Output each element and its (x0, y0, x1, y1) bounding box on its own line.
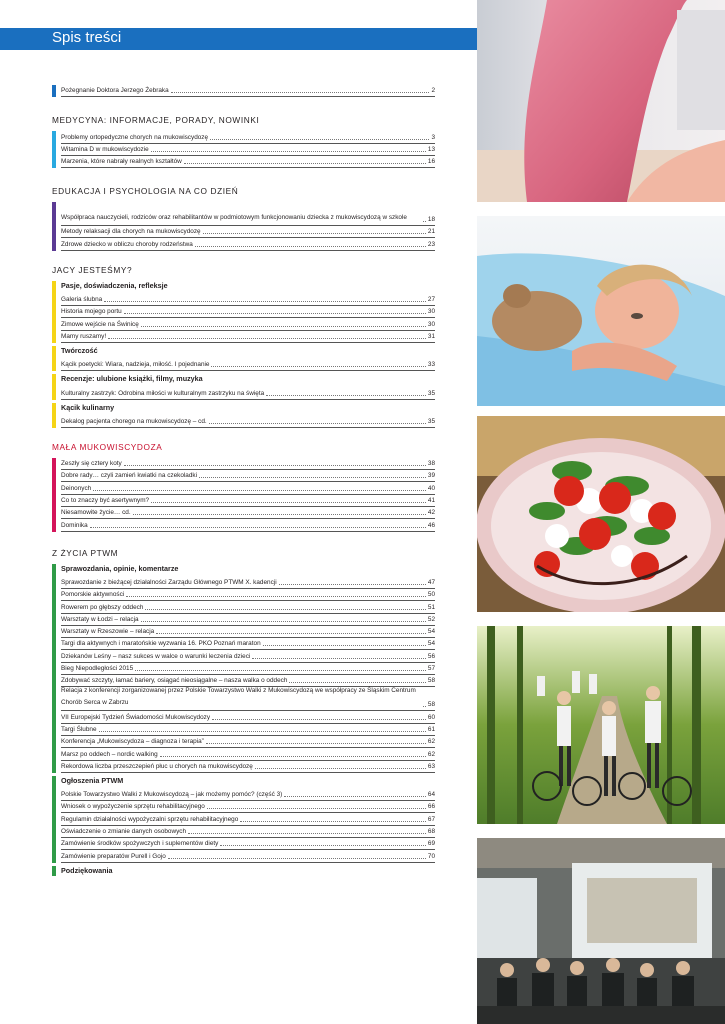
toc-entry[interactable] (61, 638, 435, 650)
toc-entry[interactable] (61, 482, 435, 494)
toc-entry-page: 68 (427, 827, 435, 835)
toc-entry-page: 35 (427, 389, 435, 397)
group-color-bar (52, 458, 56, 532)
toc-entry[interactable] (61, 156, 435, 168)
dot-leader (206, 742, 426, 744)
photo-cyclists-forest (477, 626, 725, 824)
toc-entry-page: 52 (427, 615, 435, 623)
dot-leader (160, 755, 426, 757)
toc-entry-title: Zimowe wejście na Świnicę (61, 320, 139, 328)
dot-leader (135, 669, 426, 671)
toc-entry-title: Dominika (61, 521, 88, 529)
dot-leader (151, 501, 426, 503)
toc-entry-page: 40 (427, 484, 435, 492)
toc-entry-title: Kącik poetycki: Wiara, nadzieja, miłość. I pojednanie (61, 361, 210, 369)
photo-conference-room (477, 838, 725, 1024)
toc-entry[interactable] (61, 724, 435, 736)
photo-child-arm (477, 0, 725, 202)
toc-entry[interactable] (61, 687, 435, 711)
section-heading: EDUKACJA I PSYCHOLOGIA NA CO DZIEŃ (52, 186, 239, 197)
dot-leader (90, 526, 426, 528)
group-color-bar (52, 374, 56, 399)
dot-leader (252, 657, 426, 659)
toc-entry-page: 47 (427, 578, 435, 586)
dot-leader (284, 795, 426, 797)
toc-entry-title: VII Europejski Tydzień Świadomości Mukowiscydozy (61, 713, 211, 721)
toc-entry-page: 63 (427, 762, 435, 770)
dot-leader (423, 220, 426, 222)
group-subtitle: Podziękowania (61, 865, 113, 875)
toc-entry[interactable] (61, 131, 435, 143)
toc-group (52, 776, 435, 863)
toc-entry[interactable] (61, 626, 435, 638)
toc-entry-page: 64 (427, 791, 435, 799)
toc-entry-page: 3 (431, 133, 435, 141)
toc-group (52, 458, 435, 532)
toc-entry-page: 70 (427, 852, 435, 860)
dot-leader (279, 583, 426, 585)
toc-entry[interactable] (61, 226, 435, 238)
dot-leader (210, 138, 429, 140)
toc-entry[interactable] (61, 761, 435, 773)
toc-entry-title: Polskie Towarzystwo Walki z Mukowiscydozą – jak możemy pomóc? (część 3) (61, 791, 283, 799)
toc-entry-title: Wniosek o wypożyczenie sprzętu rehabilitacyjnego (61, 803, 205, 811)
toc-entry-page: 69 (427, 840, 435, 848)
group-color-bar (52, 866, 56, 876)
toc-entry[interactable] (61, 331, 435, 343)
toc-entry-title: Targi Ślubne (61, 725, 97, 733)
toc-entry-title: Oświadczenie o zmianie danych osobowych (61, 827, 187, 835)
toc-group (52, 346, 435, 371)
toc-entry-title: Deinonych (61, 484, 92, 492)
photo-child-with-teddy (477, 216, 725, 406)
toc-entry-title: Zeszły się cztery koty (61, 460, 122, 468)
toc-entry-title: Niesamowite życie… cd. (61, 509, 131, 517)
toc-entry-title: Marsz po oddech – nordic walking (61, 750, 158, 758)
toc-entry-page: 58 (427, 677, 435, 685)
toc-group (52, 281, 435, 343)
toc-entry[interactable] (61, 801, 435, 813)
toc-entry[interactable] (61, 202, 435, 226)
toc-entry-title: Co to znaczy być asertywnym? (61, 497, 150, 505)
dot-leader (141, 620, 426, 622)
dot-leader (151, 150, 426, 152)
dot-leader (124, 464, 426, 466)
toc-entry-page: 27 (427, 296, 435, 304)
toc-entry[interactable] (61, 736, 435, 748)
dot-leader (141, 325, 426, 327)
toc-entry-page: 51 (427, 603, 435, 611)
toc-entry[interactable] (61, 650, 435, 662)
dot-leader (211, 365, 425, 367)
toc-entry-page: 58 (427, 701, 435, 709)
toc-section (52, 85, 435, 97)
dot-leader (133, 513, 426, 515)
toc-entry-title: Warsztaty w Rzeszowie – relacja (61, 628, 155, 636)
toc-entry-page: 54 (427, 640, 435, 648)
toc-entry[interactable] (61, 748, 435, 760)
section-heading: Z ŻYCIA PTWM (52, 547, 119, 558)
dot-leader (93, 489, 426, 491)
toc-entry[interactable] (61, 789, 435, 801)
toc-entry-page: 54 (427, 628, 435, 636)
dot-leader (168, 857, 426, 859)
toc-entry[interactable] (61, 144, 435, 156)
group-color-bar (52, 281, 56, 343)
group-color-bar (52, 776, 56, 863)
photo-caprese-salad (477, 416, 725, 612)
photo-column (477, 0, 725, 1024)
toc-entry-page: 18 (427, 216, 435, 224)
toc-entry-title: Problemy ortopedyczne chorych na mukowiscydozę (61, 133, 209, 141)
toc-group (52, 866, 435, 876)
toc-section (52, 442, 435, 532)
toc-entry[interactable] (61, 507, 435, 519)
toc-section (52, 115, 435, 168)
toc-entry-page: 57 (427, 665, 435, 673)
toc-entry-title: Dziekanów Leśny – nasz sukces w walce o warunki leczenia dzieci (61, 652, 251, 660)
group-color-bar (52, 202, 56, 251)
group-color-bar (52, 403, 56, 428)
group-subtitle: Pasje, doświadczenia, refleksje (61, 280, 168, 290)
dot-leader (108, 337, 426, 339)
toc-entry[interactable] (61, 711, 435, 723)
dot-leader (263, 644, 426, 646)
toc-entry-page: 23 (427, 240, 435, 248)
toc-entry-page: 62 (427, 738, 435, 746)
toc-entry-page: 33 (427, 361, 435, 369)
toc-entry-title: Mamy ruszamy! (61, 332, 107, 340)
toc-entry-page: 60 (427, 713, 435, 721)
toc-entry[interactable] (61, 238, 435, 250)
toc-entry-page: 61 (427, 725, 435, 733)
toc-entry[interactable] (61, 663, 435, 675)
dot-leader (209, 422, 426, 424)
toc-entry[interactable] (61, 519, 435, 531)
toc-entry[interactable] (61, 614, 435, 626)
toc-entry-title: Współpraca nauczycieli, rodziców oraz rehabilitantów w podmiotowym funkcjonowaniu dziecka z mukowiscydozą w szkole (61, 214, 407, 222)
dot-leader (99, 730, 426, 732)
table-of-contents (52, 85, 435, 879)
toc-entry-page: 66 (427, 803, 435, 811)
toc-entry-page: 35 (427, 417, 435, 425)
toc-entry[interactable] (61, 318, 435, 330)
dot-leader (195, 245, 426, 247)
dot-leader (124, 312, 426, 314)
toc-entry[interactable] (61, 387, 435, 399)
toc-entry-page: 56 (427, 652, 435, 660)
dot-leader (203, 232, 426, 234)
dot-leader (156, 632, 426, 634)
toc-entry-title: Regulamin działalności wypożyczalni sprzętu rehabilitacyjnego (61, 815, 239, 823)
toc-entry-title: Targi dla aktywnych i maratońskie wyzwania 16. PKO Poznań maraton (61, 640, 261, 648)
page-title: Spis treści (52, 29, 122, 46)
toc-entry-page: 42 (427, 509, 435, 517)
toc-entry-page: 67 (427, 815, 435, 823)
toc-section (52, 265, 435, 428)
toc-entry-page: 38 (427, 460, 435, 468)
toc-entry[interactable] (61, 577, 435, 589)
toc-entry-title: Kulturalny zastrzyk: Odrobina miłości w kulturalnym zastrzyku na święta (61, 389, 265, 397)
toc-entry-page: 46 (427, 521, 435, 529)
toc-entry-title: Relacja z konferencji zorganizowanej przez Polskie Towarzystwo Walki z Mukowiscydozą we współpracy ze Śląskim Centrum Chorób Serca w Zabrzu (61, 687, 416, 707)
dot-leader (289, 681, 425, 683)
toc-entry-title: Warsztaty w Łodzi – relacja (61, 615, 139, 623)
toc-entry[interactable] (61, 470, 435, 482)
toc-entry-page: 30 (427, 320, 435, 328)
dot-leader (220, 844, 426, 846)
toc-group (52, 85, 435, 97)
toc-entry-page: 31 (427, 332, 435, 340)
toc-group (52, 403, 435, 428)
dot-leader (104, 300, 426, 302)
group-subtitle: Sprawozdania, opinie, komentarze (61, 563, 179, 573)
toc-entry-title: Dekalog pacjenta chorego na mukowiscydozę – cd. (61, 417, 207, 425)
dot-leader (212, 718, 426, 720)
toc-entry-title: Witamina D w mukowiscydozie (61, 145, 149, 153)
toc-entry-page: 41 (427, 497, 435, 505)
toc-entry[interactable] (61, 359, 435, 371)
dot-leader (188, 832, 426, 834)
group-color-bar (52, 346, 56, 371)
dot-leader (145, 608, 425, 610)
toc-entry-title: Rekordowa liczba przeszczepień płuc u chorych na mukowiscydozę (61, 762, 253, 770)
toc-entry-title: Sprawozdanie z bieżącej działalności Zarządu Głównego PTWM X. kadencji (61, 578, 277, 586)
group-subtitle: Ogłoszenia PTWM (61, 775, 124, 785)
toc-entry[interactable] (61, 306, 435, 318)
toc-entry[interactable] (61, 813, 435, 825)
dot-leader (266, 394, 426, 396)
group-color-bar (52, 564, 56, 773)
dot-leader (171, 91, 430, 93)
dot-leader (199, 476, 426, 478)
toc-entry-page: 30 (427, 308, 435, 316)
toc-entry-page: 50 (427, 591, 435, 599)
toc-entry-title: Marzenia, które nabrały realnych kształtów (61, 158, 182, 166)
section-heading: JACY JESTEŚMY? (52, 264, 133, 275)
toc-entry[interactable] (61, 838, 435, 850)
toc-group (52, 374, 435, 399)
toc-entry[interactable] (61, 85, 435, 97)
toc-entry-title: Pomorskie aktywności (61, 591, 125, 599)
toc-entry-title: Rowerem po głębszy oddech (61, 603, 144, 611)
toc-entry[interactable] (61, 458, 435, 470)
dot-leader (240, 820, 426, 822)
section-heading: MAŁA MUKOWISCYDOZA (52, 441, 163, 452)
toc-group (52, 131, 435, 168)
section-heading: MEDYCYNA: INFORMACJE, PORADY, NOWINKI (52, 115, 260, 126)
toc-entry-title: Zdobywać szczyty, łamać bariery, osiągać nieosiągalne – nasza walka o oddech (61, 677, 288, 685)
toc-entry-title: Galeria ślubna (61, 296, 103, 304)
title-bar (0, 28, 477, 50)
toc-entry[interactable] (61, 294, 435, 306)
group-subtitle: Recenzje: ulubione książki, filmy, muzyka (61, 374, 203, 384)
toc-entry-title: Pożegnanie Doktora Jerzego Żebraka (61, 87, 169, 95)
toc-section (52, 186, 435, 251)
toc-entry-title: Historia mojego portu (61, 308, 122, 316)
dot-leader (423, 705, 426, 707)
toc-entry-title: Metody relaksacji dla chorych na mukowiscydozę (61, 228, 201, 236)
group-color-bar (52, 85, 56, 97)
toc-group (52, 202, 435, 251)
toc-entry-page: 62 (427, 750, 435, 758)
toc-entry[interactable] (61, 850, 435, 862)
toc-entry[interactable] (61, 601, 435, 613)
toc-entry-page: 39 (427, 472, 435, 480)
toc-entry-title: Zamówienie preparatów Purell i Gojo (61, 852, 166, 860)
toc-group (52, 564, 435, 773)
toc-entry-title: Dobre rady… czyli zamień kwiatki na czekoladki (61, 472, 198, 480)
toc-entry[interactable] (61, 826, 435, 838)
toc-section (52, 548, 435, 876)
dot-leader (184, 162, 426, 164)
toc-entry[interactable] (61, 589, 435, 601)
toc-entry-page: 13 (427, 145, 435, 153)
toc-entry[interactable] (61, 416, 435, 428)
toc-entry-title: Bieg Niepodległości 2015 (61, 665, 134, 673)
toc-entry-page: 2 (431, 87, 435, 95)
dot-leader (207, 807, 426, 809)
toc-entry-title: Konferencja „Mukowiscydoza – diagnoza i terapia” (61, 738, 204, 746)
toc-entry-title: Zamówienie środków spożywczych i suplementów diety (61, 840, 219, 848)
dot-leader (126, 595, 426, 597)
toc-entry-page: 16 (427, 158, 435, 166)
group-subtitle: Twórczość (61, 345, 98, 355)
group-color-bar (52, 131, 56, 168)
dot-leader (255, 767, 426, 769)
toc-entry[interactable] (61, 495, 435, 507)
group-subtitle: Kącik kulinarny (61, 402, 115, 412)
toc-entry-title: Zdrowe dziecko w obliczu choroby rodzeństwa (61, 240, 193, 248)
toc-entry-page: 21 (427, 228, 435, 236)
